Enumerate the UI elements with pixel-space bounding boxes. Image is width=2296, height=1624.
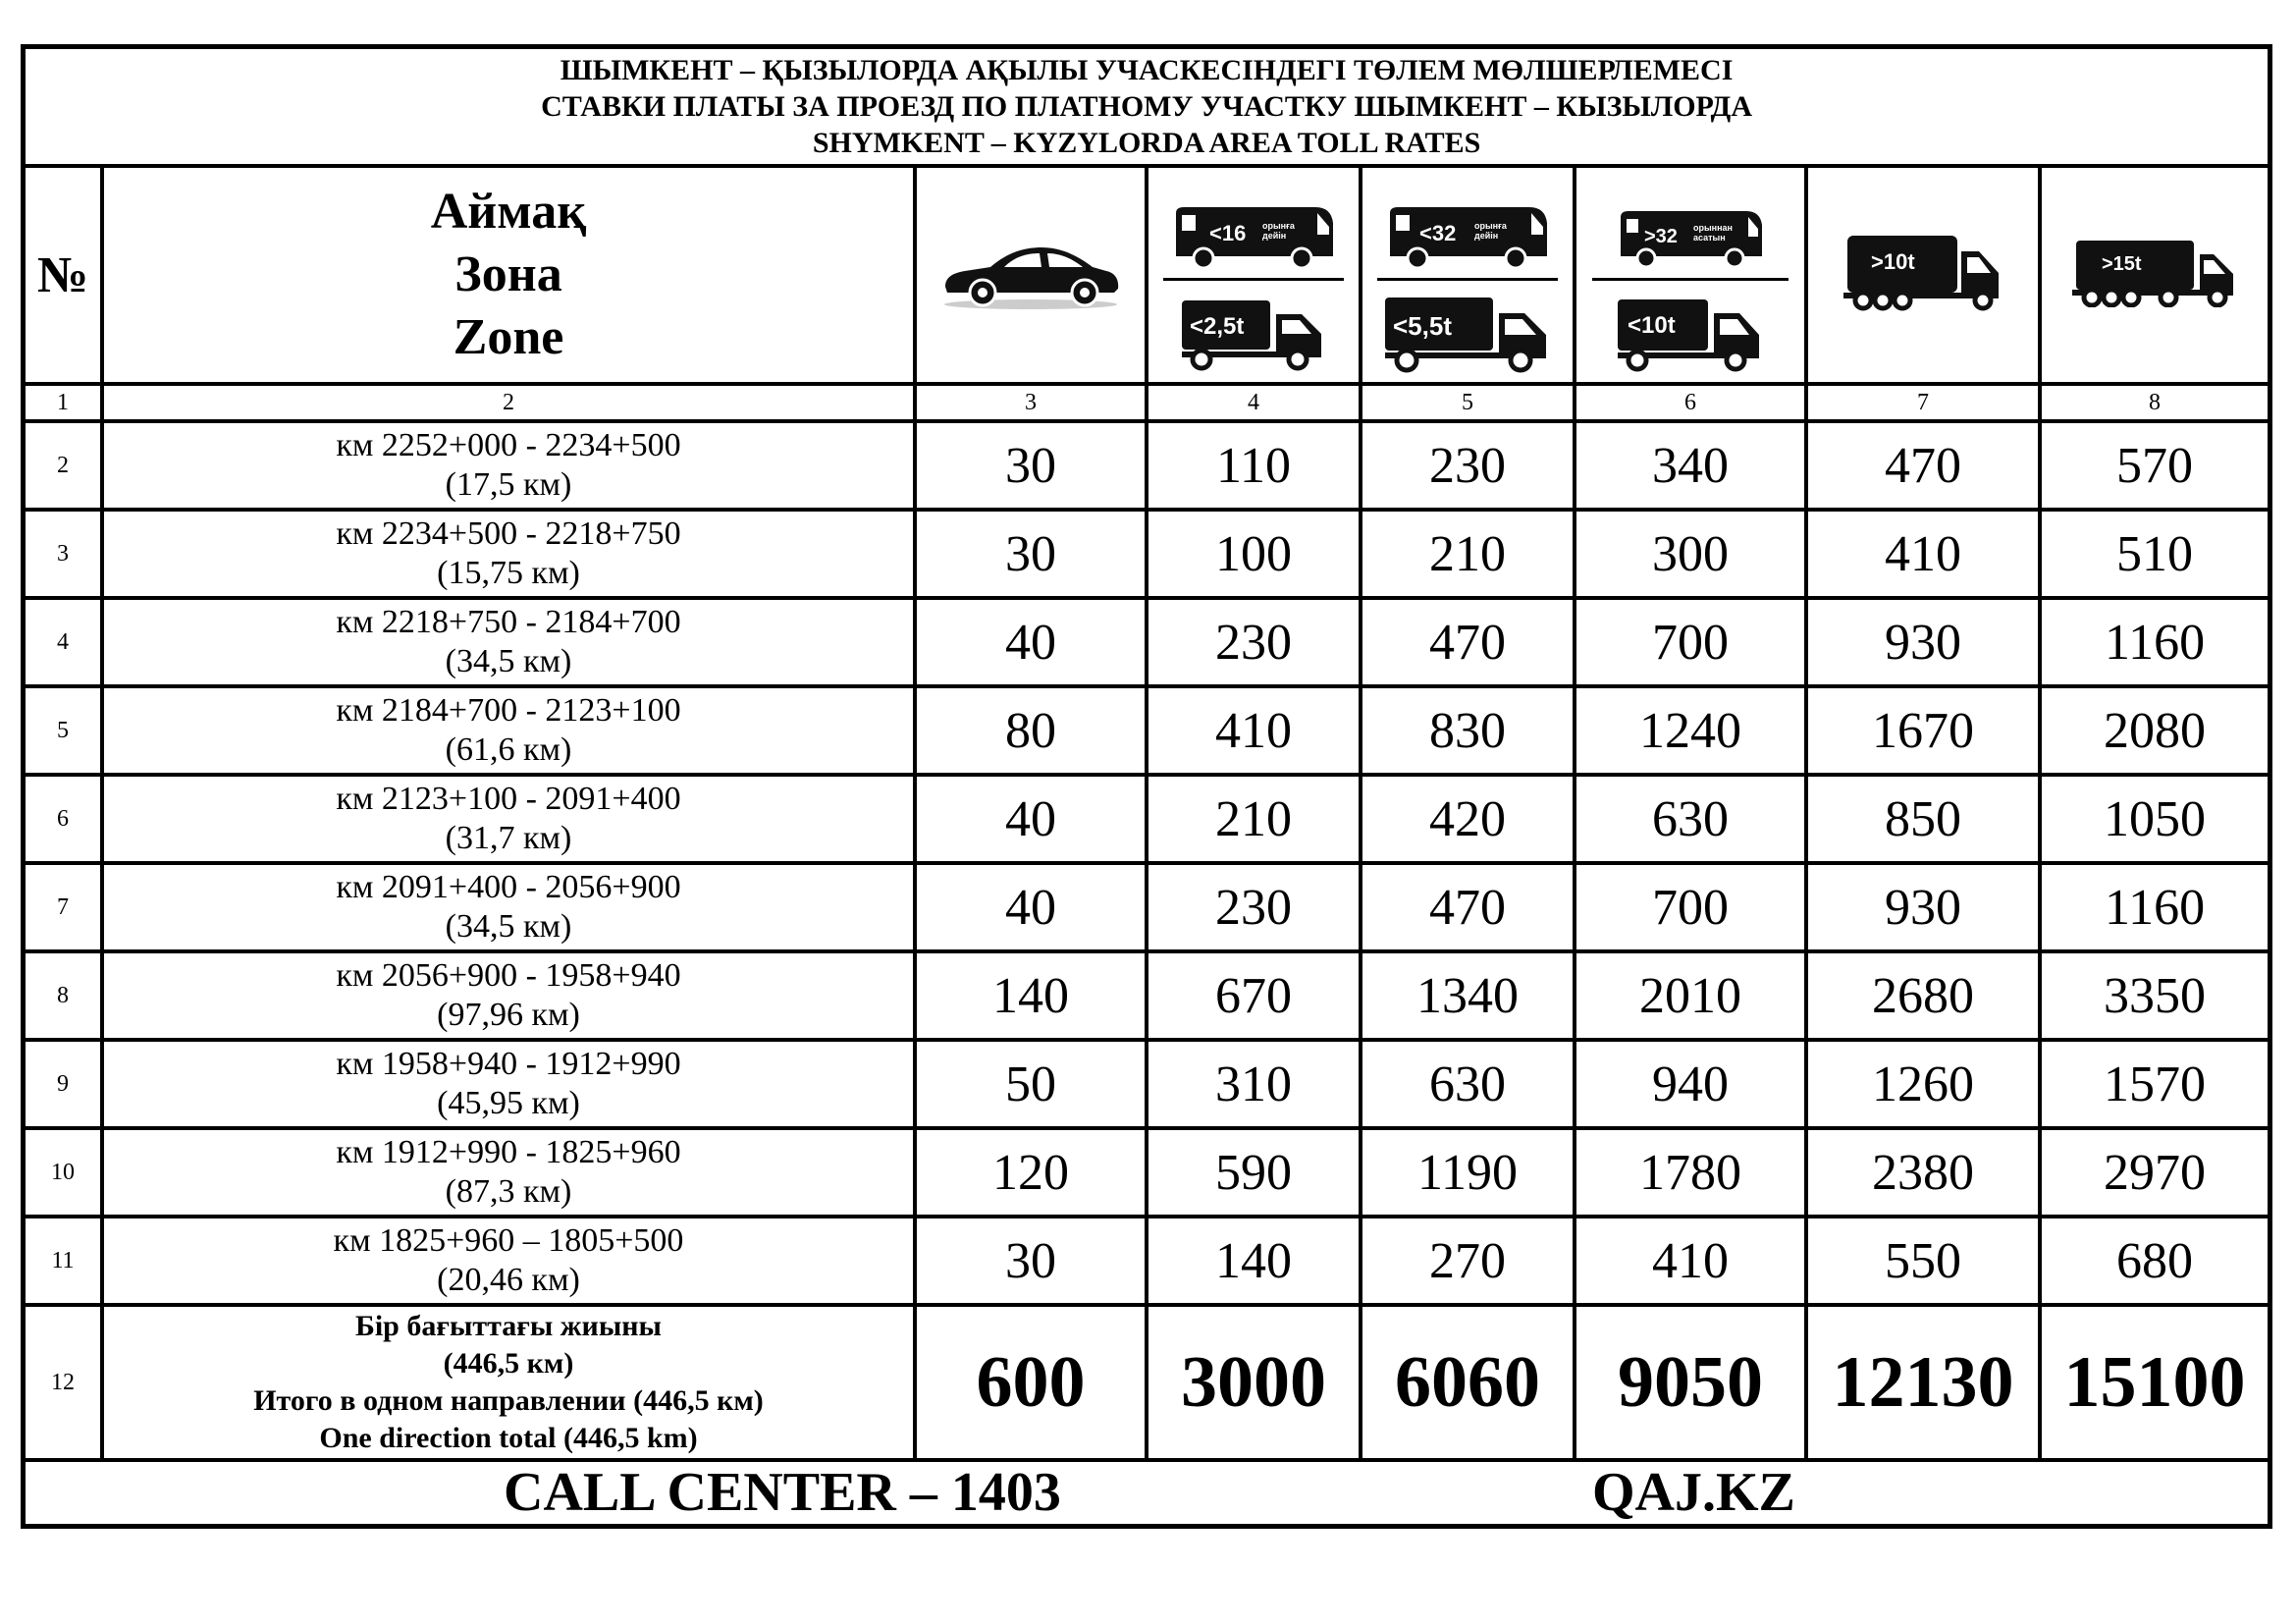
truck-weight-label: <10t (1628, 311, 1676, 339)
title-ru: СТАВКИ ПЛАТЫ ЗА ПРОЕЗД ПО ПЛАТНОМУ УЧАСТКУ ШЫМКЕНТ – КЫЗЫЛОРДА (541, 90, 1752, 123)
bus-icon (1172, 205, 1335, 272)
zone-km-range: км 1912+990 - 1825+960 (336, 1134, 681, 1170)
call-center-text: CALL CENTER – 1403 (504, 1462, 1061, 1523)
truck-weight-label: >10t (1871, 248, 1915, 274)
toll-rate-cell: 230 (1147, 598, 1361, 686)
bus-icon (1386, 205, 1549, 272)
toll-rate-cell: 1160 (2040, 863, 2268, 951)
bus-capacity-label: <32 (1419, 220, 1457, 245)
toll-rate-cell: 680 (2040, 1217, 2268, 1305)
zone-length: (45,95 км) (437, 1085, 580, 1121)
icon-separator (1163, 278, 1344, 281)
row-number: 9 (26, 1040, 102, 1128)
zone-km-range: км 1825+960 – 1805+500 (333, 1222, 684, 1259)
toll-rate-cell: 410 (1806, 510, 2040, 598)
data-rows (26, 421, 2268, 1305)
toll-rate-cell: 40 (915, 598, 1147, 686)
table-row (26, 686, 2268, 775)
toll-rate-cell: 550 (1806, 1217, 2040, 1305)
total-label-kz: Бір бағыттағы жиыны (355, 1310, 662, 1342)
toll-rate-cell: 420 (1361, 775, 1575, 863)
zone-cell (102, 510, 915, 598)
zone-length: (20,46 км) (437, 1262, 580, 1298)
column-number: 8 (2040, 384, 2268, 421)
truck-weight-label: <2,5t (1190, 312, 1245, 340)
icon-separator (1592, 278, 1789, 281)
truck-icon (1616, 296, 1765, 372)
table-row (26, 1040, 2268, 1128)
row-number: 5 (26, 686, 102, 775)
row-number: 12 (26, 1305, 102, 1460)
zone-cell (102, 1040, 915, 1128)
vehicle-class-4-header (1575, 166, 1806, 384)
icon-separator (1377, 278, 1558, 281)
toll-rate-cell: 510 (2040, 510, 2268, 598)
toll-rate-cell: 30 (915, 1217, 1147, 1305)
total-row (26, 1305, 2268, 1460)
toll-rate-cell: 40 (915, 863, 1147, 951)
toll-rate-cell: 100 (1147, 510, 1361, 598)
table-row (26, 598, 2268, 686)
zone-cell (102, 686, 915, 775)
zone-length: (15,75 км) (437, 555, 580, 591)
toll-rate-cell: 1160 (2040, 598, 2268, 686)
toll-rate-cell: 1570 (2040, 1040, 2268, 1128)
toll-rate-cell: 140 (1147, 1217, 1361, 1305)
toll-rate-cell: 1050 (2040, 775, 2268, 863)
toll-rate-cell: 700 (1575, 598, 1806, 686)
zone-km-range: км 2091+400 - 2056+900 (336, 869, 681, 905)
zone-cell (102, 863, 915, 951)
vehicle-class-3-header (1361, 166, 1575, 384)
toll-rate-cell: 470 (1361, 863, 1575, 951)
column-number: 2 (102, 384, 915, 421)
total-value: 600 (915, 1305, 1147, 1460)
vehicle-class-1-header (915, 166, 1147, 384)
toll-rate-cell: 700 (1575, 863, 1806, 951)
toll-rate-cell: 210 (1361, 510, 1575, 598)
bus-capacity-sub2: дейін (1474, 230, 1499, 241)
total-value: 6060 (1361, 1305, 1575, 1460)
row-number: 3 (26, 510, 102, 598)
toll-rate-cell: 2380 (1806, 1128, 2040, 1217)
zone-km-range: км 2123+100 - 2091+400 (336, 781, 681, 817)
table-row (26, 863, 2268, 951)
zone-km-range: км 2218+750 - 2184+700 (336, 604, 681, 640)
toll-rate-cell: 40 (915, 775, 1147, 863)
zone-length: (34,5 км) (445, 908, 572, 945)
total-length-kz: (446,5 км) (443, 1347, 574, 1380)
total-value: 9050 (1575, 1305, 1806, 1460)
truck-icon (1180, 297, 1327, 371)
total-label-en: One direction total (446,5 km) (319, 1422, 698, 1454)
zone-length: (34,5 км) (445, 643, 572, 679)
table-row (26, 1217, 2268, 1305)
toll-rate-cell: 930 (1806, 863, 2040, 951)
bus-capacity-sub1: орынға (1262, 220, 1295, 231)
toll-rate-cell: 310 (1147, 1040, 1361, 1128)
toll-rates-sheet (21, 44, 2272, 1529)
total-label-ru: Итого в одном направлении (446,5 км) (253, 1384, 764, 1417)
toll-rate-cell: 30 (915, 510, 1147, 598)
car-icon (939, 234, 1122, 312)
toll-rate-cell: 140 (915, 951, 1147, 1040)
number-header: № (26, 166, 102, 384)
zone-length: (87,3 км) (445, 1173, 572, 1210)
vehicle-class-5-header (1806, 166, 2040, 384)
toll-rate-cell: 830 (1361, 686, 1575, 775)
toll-rate-cell: 50 (915, 1040, 1147, 1128)
column-number: 4 (1147, 384, 1361, 421)
zone-cell (102, 951, 915, 1040)
toll-rate-cell: 2010 (1575, 951, 1806, 1040)
toll-rate-cell: 270 (1361, 1217, 1575, 1305)
column-number: 3 (915, 384, 1147, 421)
toll-rate-cell: 930 (1806, 598, 2040, 686)
zone-length: (61,6 км) (445, 731, 572, 768)
toll-rate-cell: 120 (915, 1128, 1147, 1217)
total-value: 12130 (1806, 1305, 2040, 1460)
footer (26, 1459, 2268, 1524)
toll-rate-cell: 1240 (1575, 686, 1806, 775)
table-row (26, 421, 2268, 510)
toll-rate-cell: 110 (1147, 421, 1361, 510)
zone-header-ru: Зона (454, 246, 562, 302)
toll-rates-table (26, 49, 2268, 1462)
bus-capacity-label: >32 (1644, 225, 1678, 247)
toll-rate-cell: 80 (915, 686, 1147, 775)
toll-rate-cell: 590 (1147, 1128, 1361, 1217)
toll-rate-cell: 670 (1147, 951, 1361, 1040)
toll-rate-cell: 470 (1806, 421, 2040, 510)
table-row (26, 951, 2268, 1040)
total-label (102, 1305, 915, 1460)
toll-rate-cell: 300 (1575, 510, 1806, 598)
zone-cell (102, 1217, 915, 1305)
total-value: 3000 (1147, 1305, 1361, 1460)
row-number: 11 (26, 1217, 102, 1305)
zone-length: (17,5 км) (445, 466, 572, 503)
zone-km-range: км 2234+500 - 2218+750 (336, 515, 681, 552)
header-row (26, 166, 2268, 384)
table-row (26, 510, 2268, 598)
zone-km-range: км 2056+900 - 1958+940 (336, 957, 681, 994)
toll-rate-cell: 2680 (1806, 951, 2040, 1040)
truck-weight-label: >15t (2102, 252, 2142, 275)
toll-rate-cell: 570 (2040, 421, 2268, 510)
toll-rate-cell: 3350 (2040, 951, 2268, 1040)
column-number: 6 (1575, 384, 1806, 421)
toll-rate-cell: 210 (1147, 775, 1361, 863)
truck-icon (1383, 294, 1552, 374)
bus-capacity-sub2: асатын (1693, 232, 1726, 243)
zone-length: (31,7 км) (445, 820, 572, 856)
toll-rate-cell: 940 (1575, 1040, 1806, 1128)
row-number: 7 (26, 863, 102, 951)
toll-rate-cell: 850 (1806, 775, 2040, 863)
table-row (26, 1128, 2268, 1217)
zone-km-range: км 2184+700 - 2123+100 (336, 692, 681, 729)
row-number: 4 (26, 598, 102, 686)
zone-length: (97,96 км) (437, 997, 580, 1033)
title-kz: ШЫМКЕНТ – ҚЫЗЫЛОРДА АҚЫЛЫ УЧАСКЕСІНДЕГІ ТӨЛЕМ МӨЛШЕРЛЕМЕСІ (560, 54, 1734, 86)
toll-rate-cell: 2970 (2040, 1128, 2268, 1217)
total-value: 15100 (2040, 1305, 2268, 1460)
toll-rate-cell: 230 (1361, 421, 1575, 510)
toll-rate-cell: 410 (1147, 686, 1361, 775)
toll-rate-cell: 1780 (1575, 1128, 1806, 1217)
truck-weight-label: <5,5t (1393, 310, 1452, 341)
toll-rate-cell: 230 (1147, 863, 1361, 951)
zone-cell (102, 598, 915, 686)
zone-header (102, 166, 915, 384)
zone-cell (102, 421, 915, 510)
vehicle-class-6-header (2040, 166, 2268, 384)
toll-rate-cell: 630 (1575, 775, 1806, 863)
column-number: 7 (1806, 384, 2040, 421)
zone-cell (102, 775, 915, 863)
row-number: 2 (26, 421, 102, 510)
truck-icon (1842, 234, 2004, 312)
bus-capacity-sub2: дейін (1262, 230, 1287, 241)
bus-icon (1617, 209, 1764, 272)
zone-cell (102, 1128, 915, 1217)
column-number-row (26, 384, 2268, 421)
toll-rate-cell: 1190 (1361, 1128, 1575, 1217)
zone-header-kz: Аймақ (430, 184, 587, 240)
table-row (26, 775, 2268, 863)
vehicle-class-2-header (1147, 166, 1361, 384)
bus-capacity-label: <16 (1209, 220, 1247, 245)
zone-km-range: км 1958+940 - 1912+990 (336, 1046, 681, 1082)
website-link[interactable]: QAJ.KZ (1592, 1462, 1795, 1523)
toll-rate-cell: 1260 (1806, 1040, 2040, 1128)
column-number: 5 (1361, 384, 1575, 421)
toll-rate-cell: 2080 (2040, 686, 2268, 775)
table-title (26, 49, 2268, 166)
row-number: 6 (26, 775, 102, 863)
bus-capacity-sub1: орынға (1474, 220, 1507, 231)
bus-capacity-sub1: орыннан (1693, 222, 1733, 233)
title-en: SHYMKENT – KYZYLORDA AREA TOLL RATES (812, 127, 1481, 159)
toll-rate-cell: 30 (915, 421, 1147, 510)
zone-header-en: Zone (453, 309, 564, 365)
column-number: 1 (26, 384, 102, 421)
toll-rate-cell: 340 (1575, 421, 1806, 510)
toll-rate-cell: 470 (1361, 598, 1575, 686)
toll-rate-cell: 630 (1361, 1040, 1575, 1128)
toll-rate-cell: 410 (1575, 1217, 1806, 1305)
truck-icon (2070, 239, 2239, 307)
row-number: 10 (26, 1128, 102, 1217)
toll-rate-cell: 1670 (1806, 686, 2040, 775)
zone-km-range: км 2252+000 - 2234+500 (336, 427, 681, 463)
row-number: 8 (26, 951, 102, 1040)
toll-rate-cell: 1340 (1361, 951, 1575, 1040)
